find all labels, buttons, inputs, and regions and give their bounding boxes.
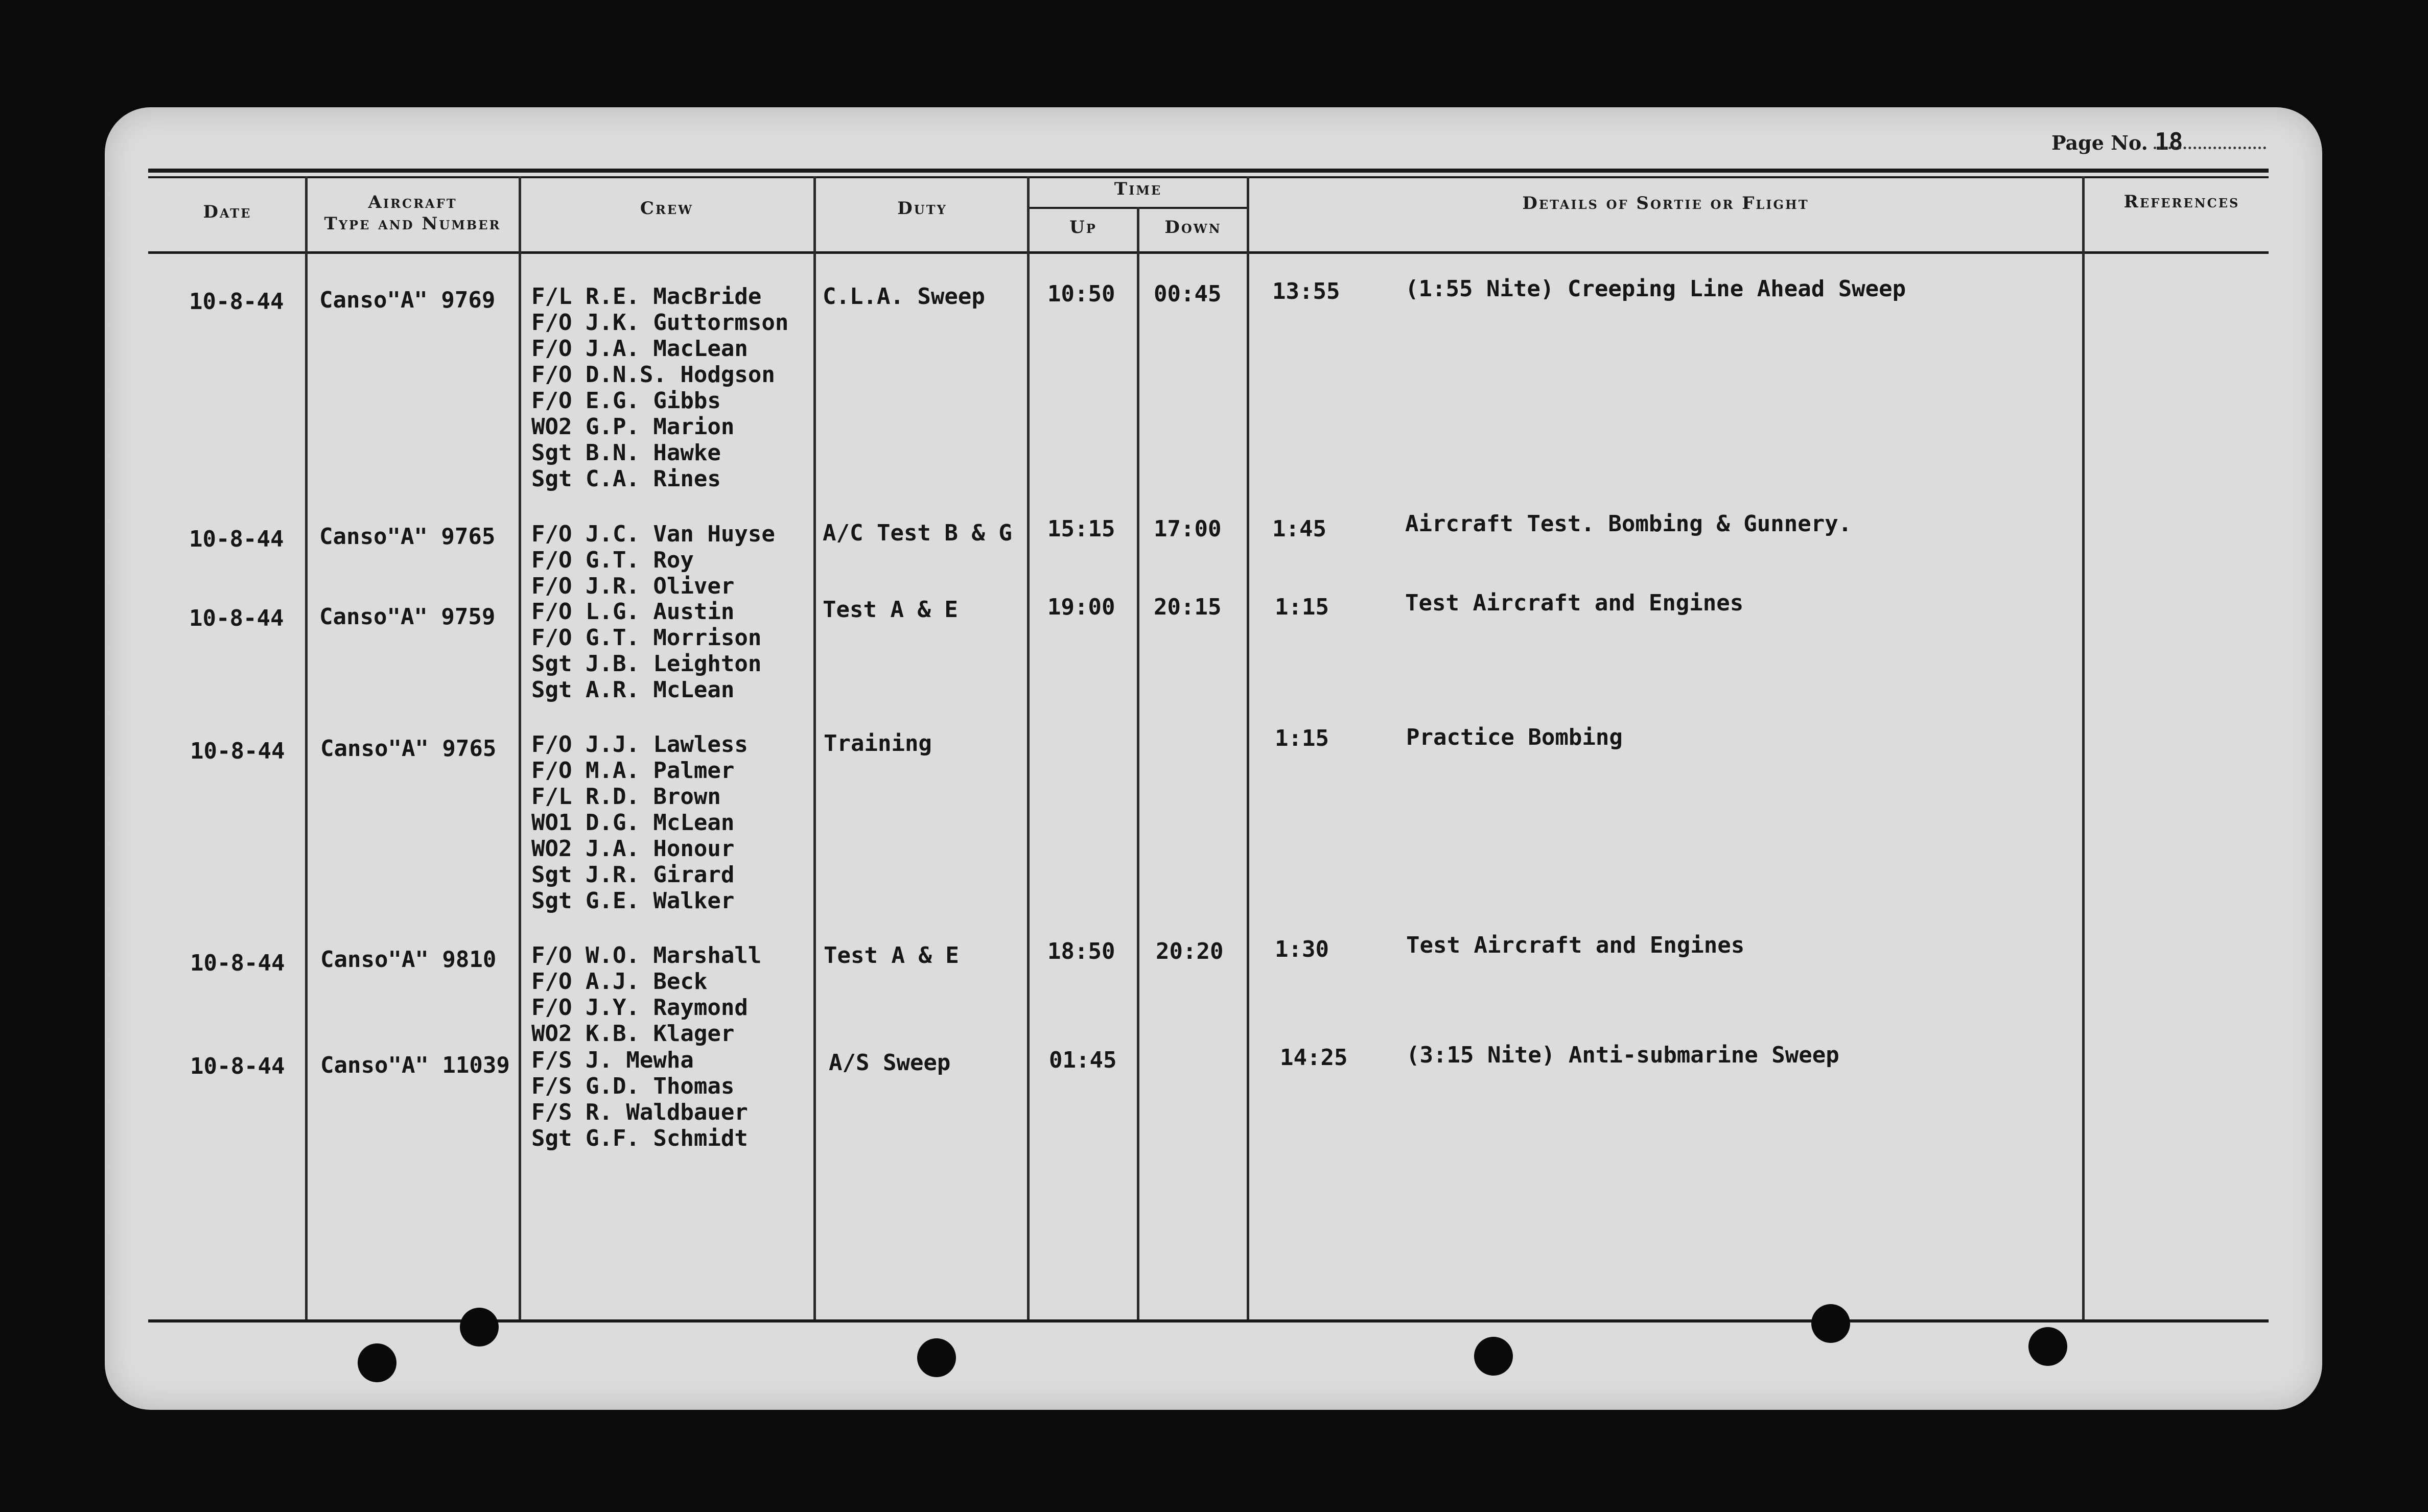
crew-member: Sgt J.B. Leighton <box>531 651 762 677</box>
entry-crew <box>531 731 748 914</box>
page-number-label: Page No. <box>2051 131 2148 154</box>
crew-member: F/O J.J. Lawless <box>531 731 748 758</box>
entry-details: (3:15 Nite) Anti-submarine Sweep <box>1406 1042 1839 1068</box>
column-divider-aircraft <box>519 176 521 1319</box>
crew-member: F/O L.G. Austin <box>531 599 735 625</box>
entry-date: 10-8-44 <box>189 526 284 552</box>
entry-time-down: 00:45 <box>1154 281 1222 307</box>
crew-member: F/O J.C. Van Huyse <box>531 521 775 547</box>
crew-member: F/O W.O. Marshall <box>531 942 762 968</box>
punch-hole <box>2028 1327 2067 1366</box>
entry-time-up: 19:00 <box>1047 594 1115 620</box>
crew-member: Sgt G.E. Walker <box>531 888 735 914</box>
header-duty: Duty <box>897 198 947 219</box>
punch-hole <box>917 1338 956 1377</box>
header-aircraft-line1: Aircraft <box>368 192 457 212</box>
entry-time-down: 17:00 <box>1154 516 1222 542</box>
punch-hole <box>460 1308 499 1346</box>
header-bottom-rule <box>148 251 2269 254</box>
page-number-dotted-line <box>2154 147 2266 149</box>
entry-aircraft: Canso"A" 9759 <box>319 604 496 630</box>
entry-duty: Test A & E <box>823 597 958 623</box>
entry-aircraft: Canso"A" 9810 <box>320 947 497 973</box>
entry-aircraft: Canso"A" 9769 <box>319 287 496 313</box>
entry-duty: A/S Sweep <box>829 1050 951 1076</box>
entry-date: 10-8-44 <box>190 1053 285 1079</box>
entry-crew <box>531 284 788 492</box>
entry-duration: 1:15 <box>1275 725 1329 751</box>
crew-member: F/O J.A. MacLean <box>531 336 748 362</box>
crew-member: WO1 D.G. McLean <box>531 810 735 836</box>
entry-date: 10-8-44 <box>190 950 285 976</box>
crew-member: F/S G.D. Thomas <box>531 1073 735 1099</box>
crew-member: WO2 G.P. Marion <box>531 414 735 440</box>
header-down: Down <box>1164 217 1222 238</box>
crew-member: F/O E.G. Gibbs <box>531 388 721 414</box>
entry-date: 10-8-44 <box>189 605 284 631</box>
header-up: Up <box>1069 217 1097 238</box>
crew-member: Sgt G.F. Schmidt <box>531 1125 748 1151</box>
entry-time-up: 10:50 <box>1047 281 1115 307</box>
entry-date: 10-8-44 <box>189 289 284 315</box>
header-aircraft <box>307 192 519 234</box>
crew-member: F/S R. Waldbauer <box>531 1099 748 1125</box>
entry-details: Test Aircraft and Engines <box>1406 932 1745 958</box>
top-rule-thick <box>148 169 2269 173</box>
crew-member: F/O M.A. Palmer <box>531 758 735 784</box>
entry-details: (1:55 Nite) Creeping Line Ahead Sweep <box>1405 276 1906 302</box>
entry-crew <box>531 1047 748 1151</box>
entry-duration: 13:55 <box>1272 278 1340 304</box>
header-details: Details of Sortie or Flight <box>1522 193 1809 214</box>
entry-duty: A/C Test B & G <box>823 520 1012 546</box>
header-time: Time <box>1114 179 1162 199</box>
entry-duty: Training <box>824 730 932 757</box>
crew-member: WO2 K.B. Klager <box>531 1021 735 1047</box>
entry-time-up: 18:50 <box>1047 938 1115 964</box>
crew-member: Sgt A.R. McLean <box>531 677 735 703</box>
column-divider-date <box>305 176 308 1319</box>
entry-duration: 1:45 <box>1272 516 1326 542</box>
column-divider-details <box>2082 176 2085 1319</box>
entry-aircraft: Canso"A" 11039 <box>320 1052 510 1078</box>
entry-date: 10-8-44 <box>190 738 285 764</box>
crew-member: F/O G.T. Morrison <box>531 625 762 651</box>
crew-member: F/O G.T. Roy <box>531 547 694 573</box>
header-references: References <box>2123 192 2240 212</box>
punch-hole <box>1474 1337 1513 1376</box>
entry-details: Test Aircraft and Engines <box>1405 590 1744 616</box>
crew-member: F/L R.D. Brown <box>531 784 721 810</box>
entry-crew <box>531 599 761 703</box>
crew-member: F/O D.N.S. Hodgson <box>531 362 775 388</box>
crew-member: F/O J.K. Guttormson <box>531 310 789 336</box>
crew-member: Sgt C.A. Rines <box>531 466 721 492</box>
entry-aircraft: Canso"A" 9765 <box>320 736 497 762</box>
header-date: Date <box>203 202 252 222</box>
entry-crew <box>531 521 775 599</box>
entry-duration: 14:25 <box>1280 1045 1348 1071</box>
header-crew: Crew <box>640 198 694 219</box>
crew-member: WO2 J.A. Honour <box>531 836 735 862</box>
top-rule-thin <box>148 176 2269 178</box>
header-aircraft-line2: Type and Number <box>324 214 501 234</box>
entry-crew <box>531 942 761 1047</box>
entry-duration: 1:15 <box>1275 594 1329 620</box>
entry-details: Aircraft Test. Bombing & Gunnery. <box>1405 511 1852 537</box>
entry-time-up: 15:15 <box>1047 516 1115 542</box>
punch-hole <box>358 1343 396 1382</box>
entry-duty: C.L.A. Sweep <box>823 284 985 310</box>
entry-details: Practice Bombing <box>1406 724 1623 750</box>
page-number <box>2051 128 2183 155</box>
column-divider-up <box>1137 207 1139 1319</box>
crew-member: Sgt J.R. Girard <box>531 862 735 888</box>
entry-duration: 1:30 <box>1275 936 1329 962</box>
entry-duty: Test A & E <box>824 942 959 968</box>
column-divider-duty <box>1027 176 1030 1319</box>
page-number-value: 18 <box>2155 128 2183 155</box>
crew-member: F/O J.R. Oliver <box>531 573 735 599</box>
punch-hole <box>1811 1304 1850 1343</box>
entry-time-down: 20:20 <box>1156 938 1224 964</box>
crew-member: F/O A.J. Beck <box>531 968 708 995</box>
entry-time-down: 20:15 <box>1154 594 1222 620</box>
crew-member: F/L R.E. MacBride <box>531 284 762 310</box>
crew-member: F/S J. Mewha <box>531 1047 694 1073</box>
entry-time-up: 01:45 <box>1049 1047 1117 1073</box>
entry-aircraft: Canso"A" 9765 <box>319 524 496 550</box>
column-divider-down <box>1247 176 1249 1319</box>
crew-member: Sgt B.N. Hawke <box>531 440 721 466</box>
crew-member: F/O J.Y. Raymond <box>531 995 748 1021</box>
column-divider-crew <box>813 176 816 1319</box>
